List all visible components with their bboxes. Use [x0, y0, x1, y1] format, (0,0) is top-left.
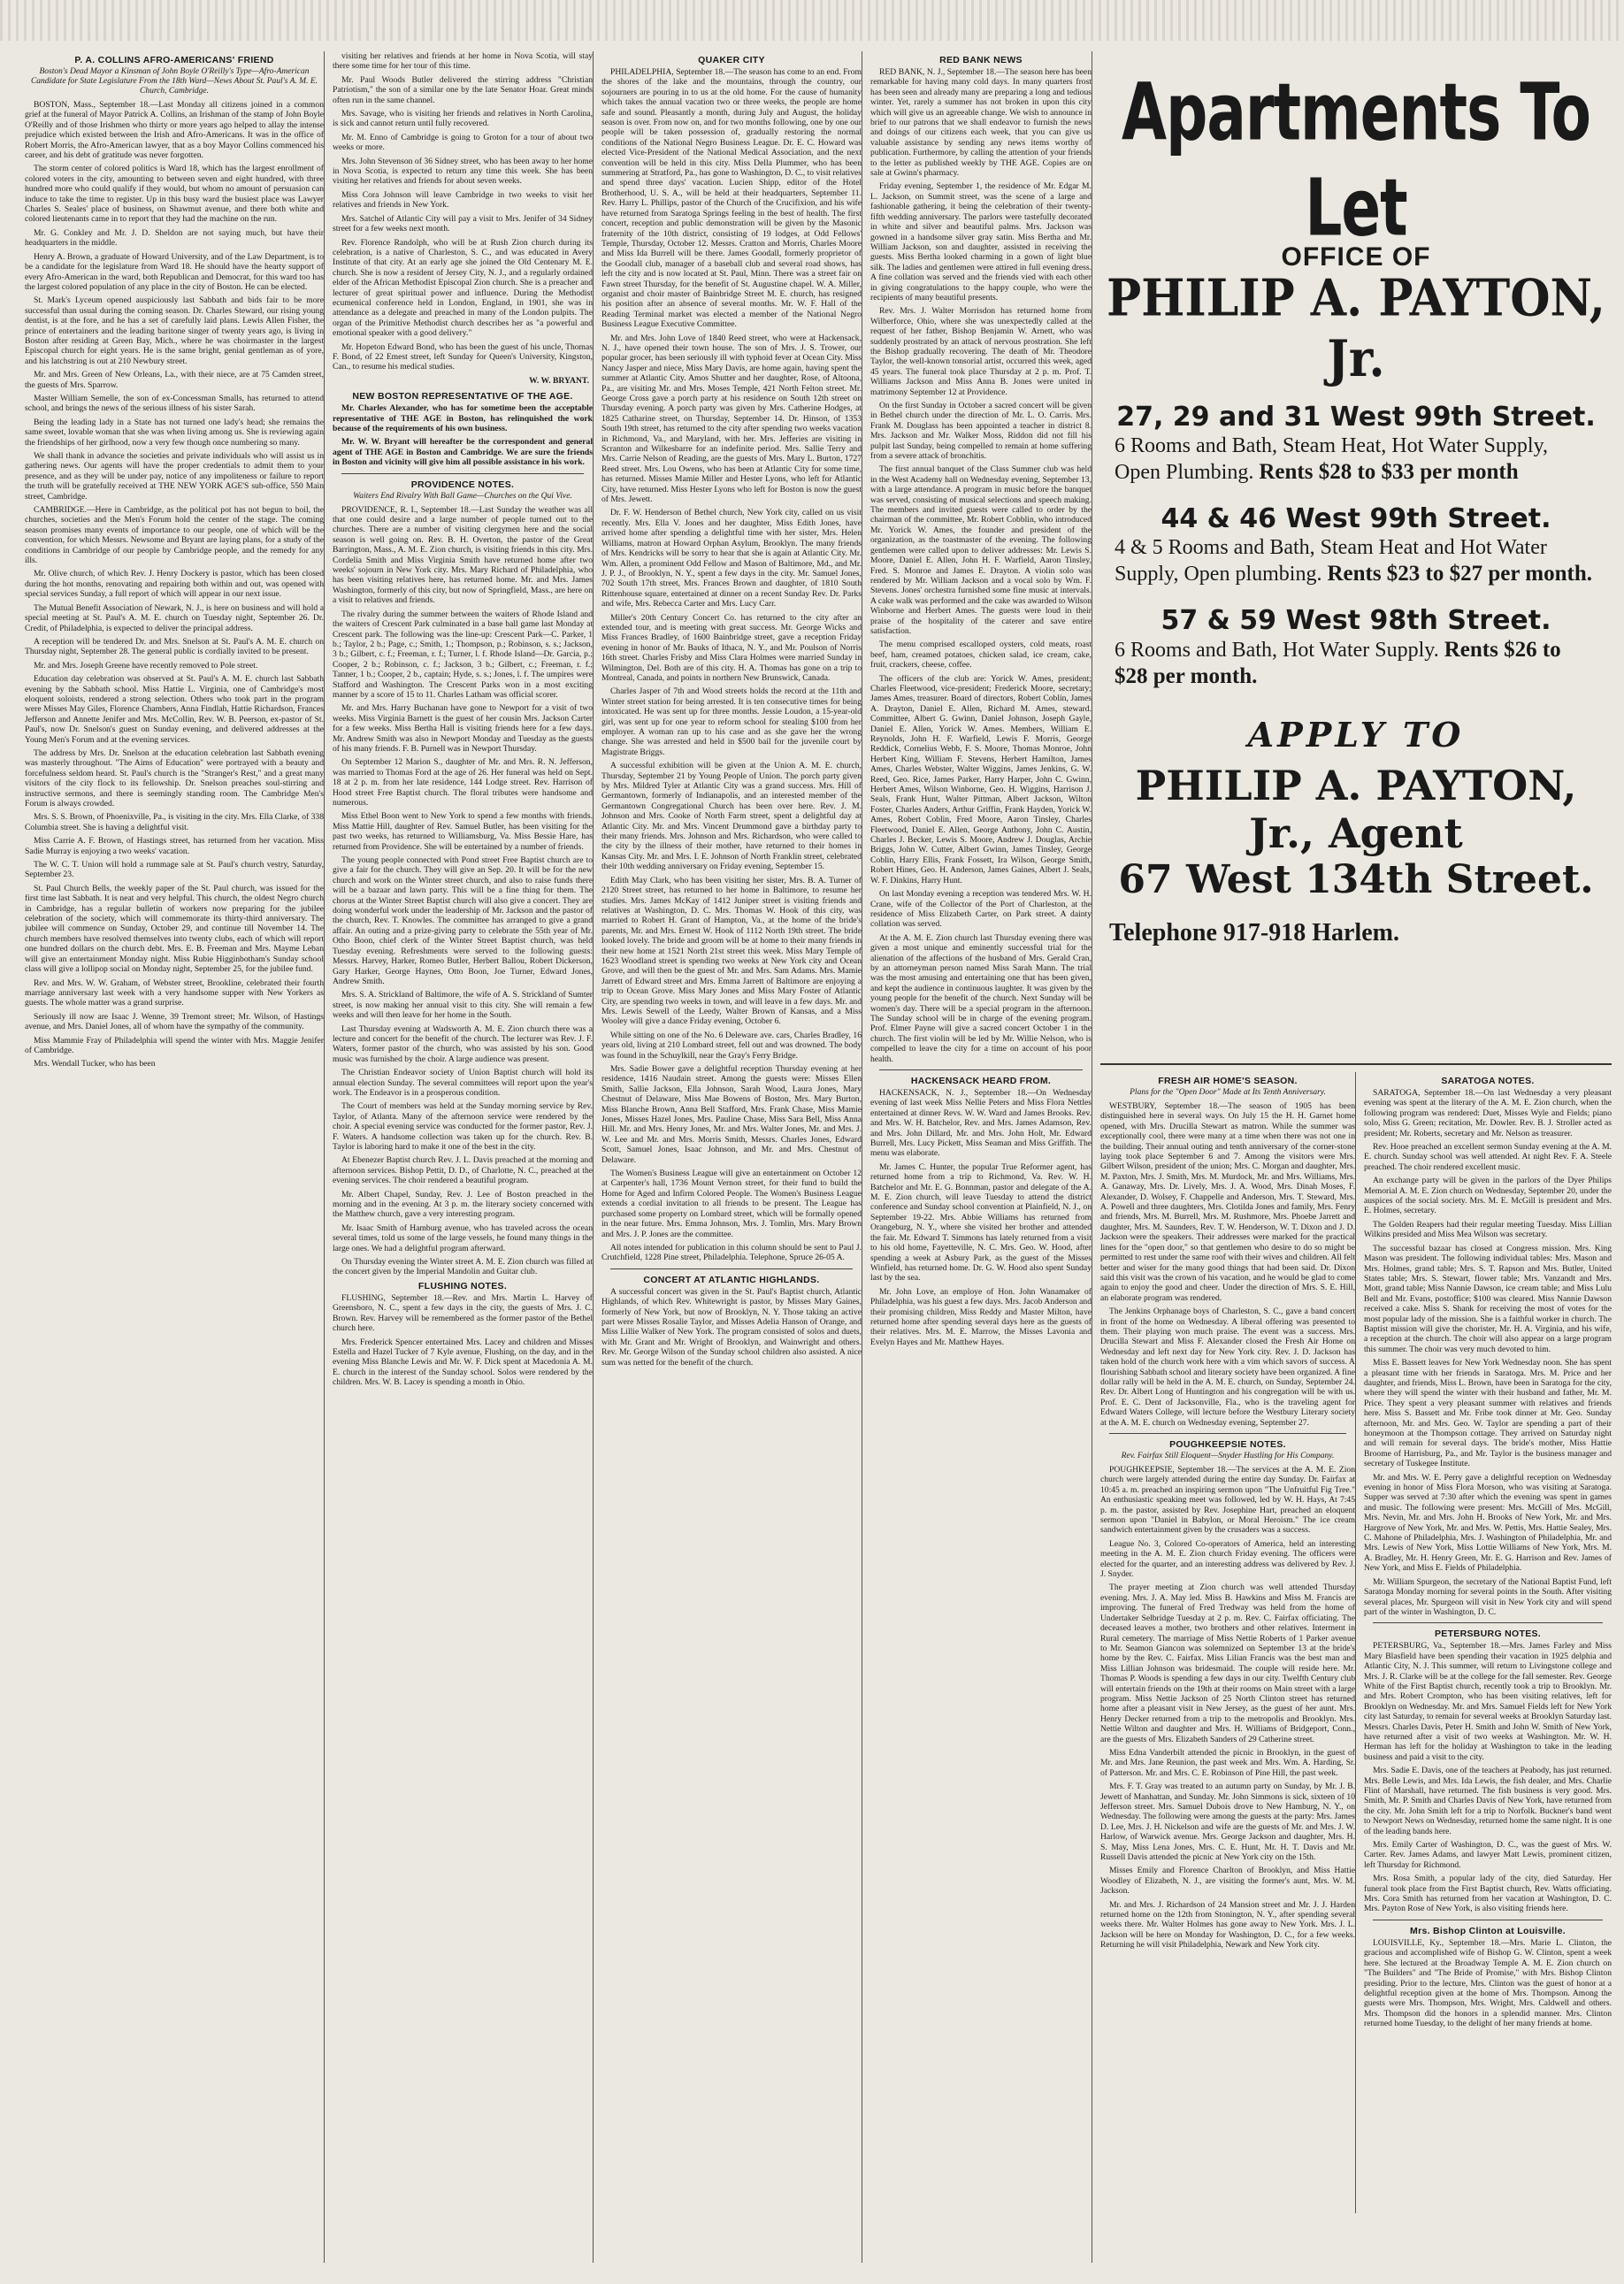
column-4 [870, 51, 1092, 2263]
ad-listing-address: 27, 29 and 31 West 99th Street. [1116, 402, 1596, 433]
paragraph: The Golden Reapers had their regular meeting Tuesday. Miss Lillian Wilkins presided and Miss Mea Wilson was secretary. [1364, 1219, 1612, 1240]
paragraph: Miss Carrie A. F. Brown, of Hastings street, has returned from her vacation. Miss Sadie Murray is enjoying a two weeks' vacation. [25, 836, 324, 856]
petersburg-headline: PETERSBURG NOTES. [1434, 1629, 1542, 1640]
ad-listing-rent: Rents $23 to $27 per month. [1327, 562, 1592, 586]
poughkeepsie-headline: POUGHKEEPSIE NOTES. [1169, 1439, 1286, 1450]
column-5 [1100, 1072, 1356, 2213]
paragraph: WESTBURY, September 18.—The season of 1905 has been distinguished here in several ways. On July 15 the H. H. Garnet home opened, with Mrs. Drucilla Stewart as matron. While the summer was exceptionally cool, there were many at a time when there was not one in the building. Their annual outing and tenth anniversary of the corner-stone laying took place September 6 and 7. Among the visitors were Mrs. Gilbert Wilson, president of the union; Mrs. C. Morgan and daughter, Mrs. M. Paxton, Mrs. J. Smith, Mrs. M. Murdock, Mr. and Mrs. Williams, Mrs. A. Ganaway, Mrs. Dr. Lively, Mrs. J. A. Wood, Mrs. Dinah Moses, F. Alexander, D. Wolsey, F. Chappelle and Anderson, Mrs. T. Steward, Mrs. A. Powell and three daughters, Mrs. Clotilda Jones and family, Mrs. Fenry and friends, Mrs. M. Burrell, Mrs. M. Rushmore, Mrs. Phoebe Jarrett and daughter, Mrs. M. Saunders, Rev. T. W. Henderson, W. T. Dixon and J. D. Jackson were the speakers. Their addresses were marked for the practical lines for the "open door," so that gentlemen who desire to do so might be permitted to rest under the same roof with their wives and children. All felt better and wiser for the many good things that had been said. Dr. Dixon said this visit was the crown of his vacation, and he would be glad to come again to enjoy the good and cheer. Under the direction of Mrs. S. E. Hill, an elaborate program was rendered. [1100, 1101, 1355, 1303]
article-headline: FRESH AIR HOME'S SEASON. [1158, 1076, 1298, 1086]
paragraph: Mr. and Mrs. Joseph Greene have recently removed to Pole street. [34, 660, 258, 671]
paragraph: Mrs. Emily Carter of Washington, D. C., was the guest of Mrs. W. Carter. Rev. James Adams, and lawyer Matt Lewis, prominent citizen, left Thursday for Richmond. [1364, 1840, 1612, 1870]
ad-listing [1100, 503, 1612, 587]
providence-body [333, 505, 593, 1277]
paragraph: Being the leading lady in a State has not turned one lady's head; she remains the same sweet, lovable woman that she was when living among us. She is reviewing again the friendships of her girlhood, now a very few though once numbering so many. [25, 417, 324, 448]
poughkeepsie-subheadline: Rev. Fairfax Still Eloquent—Snyder Hustling for His Company. [1121, 1452, 1335, 1460]
paragraph: Charles Jasper of 7th and Wood streets holds the record at the 11th and Winter street station for being arrested. It is ten consecutive times for being intoxicated. He was sent up for three months. Jessie Loudon, a 15-year-old girl, was sent up for one year to reform school for stealing $100 from her employer. A woman ran up to his case and as she gave her the wrong change. She was arrested and held in $500 bail for the juvenile court by Magistrate Briggs. [601, 686, 862, 757]
paragraph: The Women's Business League will give an entertainment on October 12 at Carpenter's hall, 1736 Mount Vernon street, for their fund to build the Home for Aged and Infirm Colored People. The Women's Business League extends a cordial invitation to all friends to be present. The League has purchased some property on Lombard street, which will be formally opened in the near future. Mrs. Emma Johnson, Mrs. J. Tomlin, Mrs. Mary Brown and Mrs. J. P. Jones are the committee. [601, 1169, 862, 1239]
paragraph: PROVIDENCE, R. I., September 18.—Last Sunday the weather was all that one could desire and a large number of people turned out to the churches. There are a number of visiting clergymen here and the social season is well going on. Rev. B. H. Overton, the pastor of the Great Barrington, Mass., A. M. E. Zion church, is visiting friends in this city. Mrs. Cordelia Smith and Miss Virginia Smith have returned home after two weeks' sojourn in New York city. Mrs. Mary Richard of Philadelphia, who has been visiting relatives here, has returned home. Mr. and Mrs. James Washington, formerly of this city, but now of Springfield, Mass., are here on a visit to relatives and friends. [333, 504, 593, 606]
ad-apply-label: APPLY TO [1247, 715, 1465, 755]
article-signature: W. W. BRYANT. [529, 375, 589, 386]
ad-office-label: OFFICE OF [1281, 242, 1431, 272]
divider [341, 473, 584, 474]
paragraph: Mr. M. Enno of Cambridge is going to Groton for a tour of about two weeks or more. [333, 132, 593, 153]
paragraph: Rev. Florence Randolph, who will be at Rush Zion church during its celebration, is a native of Charleston, S. C., and was educated in Avery Institute of that city. At an early age she joined the Old Centenary M. E. church. She is now a resident of Jersey City, N. J., and a regularly ordained elder of the African Methodist Episcopal Zion church. She is a preacher and lecturer of great spiritual power and influence. During the Methodist ecumenical conference held in London, England, in 1901, she was in attendance as a delegate and preached in many of the London pulpits. The organ of the Primitive Methodist church describes her as "a powerful and emotional speaker with a good delivery." [333, 237, 593, 339]
article-subheadline: Plans for the "Open Door" Made at Its Tenth Anniversary. [1130, 1088, 1326, 1097]
paragraph: Mrs. S. S. Brown, of Phoenixville, Pa., is visiting in the city. Mrs. Ella Clarke, of 338 Columbia street. She is having a delightful visit. [25, 812, 324, 832]
paragraph: The menu comprised escalloped oysters, cold meats, roast beef, ham, creamed potatoes, chicken salad, ice cream, cake, fruit, crackers, cheese, coffee. [870, 640, 1092, 671]
paragraph: The prayer meeting at Zion church was well attended Thursday evening. Mrs. J. A. May led. Miss B. Hawkins and Miss M. Francis are improving. The funeral of Fred Tredway was held from the home of Undertaker Selbridge Tuesday at 2 p. m. Rev. C. Fairfax officiating. The deceased leaves a mother, two brothers and other relatives. Interment in Rural cemetery. The marriage of Miss Nettie Roberts of 1 Parker avenue to Mr. Seamon Giancon was solemnized on September 13 at the bride's home by the Rev. C. Fairfax. Miss Lilian Francis was the best man and Miss Lillian Johnson was bridesmaid. The couple will reside here. Mr. Thomas P. Woods is spending a few days in our city. Twelfth Century club will entertain friends on the 19th at their rooms on Main street with a large program. Miss Nettie Jackson of 25 North Clinton street has returned home after a pleasant visit in New Jersey, as the guest of her aunt. Mrs. Henry Decker returned from a trip to the metropolis and Brooklyn. Mrs. Nettie Wilton and daughter and Mrs. H. Williams of Bridgeport, Conn., are the guests of Mrs. Elizabeth Sanders of 29 Catherine street. [1100, 1583, 1355, 1744]
paragraph: Mrs. Savage, who is visiting her friends and relatives in North Carolina, is sick and cannot return until fully recovered. [333, 109, 593, 129]
paragraph: Mr. James C. Hunter, the popular True Reformer agent, has returned home from a trip to Richmond, Va. Rev. W. H. Batchelor and Mr. E. G. Bonnman, pastor and delegate of the A. M. E. Zion church, will leave Tuesday to attend the district conference and Sunday school convention at Plainfield, N. J., on September 19-22. Mrs. Abbie Williams has returned from Orangeburg, N. Y., where she visited her brother and attended the fair. Mr. Edward T. Simmons has lately returned from a visit to his old home, Fayetteville, N. C. Mrs. Geo. W. Hood, after spending a week at Asbury Park, as the guest of the Misses Winfield, has returned home. Dr. G. W. Hood also spent Sunday last by the sea. [870, 1161, 1092, 1284]
paragraph: Mrs. Rosa Smith, a popular lady of the city, died Saturday. Her funeral took place from the First Baptist church, Rev. Watts officiating. Mrs. Cora Smith has returned from her vacation at Washington, D. C. Mrs. Payton Rose of New York, is also visiting friends here. [1364, 1874, 1612, 1914]
paragraph: On the first Sunday in October a sacred concert will be given in Bethel church under the direction of Mr. L. O. Carris. Mrs. Frank M. Douglass has been appointed a teacher in district 8. Mrs. Jackson and Mr. Walker Moss, Riddon did not fill his pulpit last Sunday, being compelled to remain at home suffering from a severe attack of bronchitis. [870, 401, 1092, 462]
paragraph: HACKENSACK, N. J., September 18.—On Wednesday evening of last week Miss Nellie Peters and Miss Flora Nettles entertained at dinner Revs. W. W. Ward and James Brooks. Rev. and Mrs. W. H. Batchelor, Rev. and Mrs. James Adamson, Rev. and Mrs. John Dillard, Mr. and Mrs. John Holt, Mr. Edward Burrell, Mrs. Lucy Pickett, Miss Seaman and Miss Griffith. The menu was elaborate. [870, 1088, 1092, 1159]
notice-headline: NEW BOSTON REPRESENTATIVE OF THE AGE. [352, 391, 573, 402]
paragraph: LOUISVILLE, Ky., September 18.—Mrs. Marie L. Clinton, the gracious and accomplished wife of Bishop G. W. Clinton, spent a week here. She lectured at the Broadway Temple A. M. E. Zion church on "The Builders" and "The Bride of Promise," with Mrs. Bishop Clinton presiding. Prior to the lecture, Mrs. Clinton was the guest of honor at a delightful reception given at the home of Mrs. Thompson. Among the guests were Mrs. Thompson, Mrs. Wright, Mrs. Caldwell and others. Mrs. Thompson did the honors in a splendid manner. Mrs. Clinton returned home Tuesday, to the delight of her many friends at home. [1364, 1937, 1612, 2029]
ad-listing-rent: Rents $28 to $33 per month [1259, 460, 1519, 484]
ad-title: Apartments To Let [1122, 66, 1590, 255]
ad-listing-details: 6 Rooms and Bath, Steam Heat, Hot Water Supply, Open Plumbing. Rents $28 to $33 per month [1115, 434, 1549, 484]
paragraph: Rev. and Mrs. W. W. Graham, of Webster street, Brookline, celebrated their fourth marriage anniversary last week with a very handsome supper with New Yorkers as guests. The whole matter was a grand surprise. [25, 977, 324, 1008]
paragraph: PHILADELPHIA, September 18.—The season has come to an end. From the shores of the lake and the mountains, through the country, our sojourners are pouring in to us at the old home. For the cause of humanity which takes the annual vacation two or three weeks, the people are home safe and sound. Pleasantly a month, during July and August, the holiday season is over. From now on, and for two months following, one by one our people will be taken possession of, gradually restoring the normal conditions of the National Negro Business League. Dr. E. C. Howard was elected Vice-President of the National Medical Association, and the next convention will be held in this city. Miss Della Plummer, who has been summering at Stratford, Pa., has gone to Washington, D. C., to visit relatives and spend three days' vacation. Lucien Shipp, editor of the Hotel Brotherhood, U. S. A., will be held at their headquarters, September 11. Rev. Harry L. Phillips, pastor of the Church of the Crucifixion, and his wife have returned from Saratoga Springs feeling in the best of health. The first concert, reception and public demonstration will be given by the Masonic fraternity of the 10th district, consisting of 19 lodges, at Odd Fellows' Temple, Thursday, October 12. Messrs. Cratton and Morris, Charles Moore and Miss Ida Burrell will be there. James Goodall, formerly proprietor of the Goodall club, manager of a baseball club and several road shows, has left the city and is now located at St. Paul, Minn. There was a street fair on Fawn street Thursday, for the benefit of St. Augustine chapel. W. A. Miller, organist and choir master of Bainbridge Street M. E. church, has resigned his position after an absence of several months. Mr. W. F. Hall of the Reading Terminal market was elected a member of the National Negro Business League Executive Committee. [601, 67, 862, 330]
paragraph: Mr. W. W. Bryant will hereafter be the correspondent and general agent of THE AGE in Boston and Cambridge. We are sure the friends in Boston and vicinity will give him all possible assistance in his work. [333, 437, 593, 468]
article-body [333, 51, 593, 372]
paragraph: St. Paul Church Bells, the weekly paper of the St. Paul church, was issued for the first time last Sabbath. It is neat and very helpful. This church, the oldest Negro church in Cambridge, has a regular bulletin of workers now preparing for the jubilee celebration of the society, which will commemorate its thirty-third anniversary. The jubilee will commence on Sunday, October 29, and continue till November 14. The church members have resolved themselves into twenty clubs, each of which will report one hundred dollars on the church debt. Mrs. E. B. Freeman and Mrs. Mayme Leban will give an entertainment Monday night. Miss Rubie Higginbotham's Sunday school class will give a lollipop social on Monday night, September 25, for the jubilee fund. [25, 883, 324, 975]
article-headline: RED BANK NEWS [939, 55, 1023, 65]
paragraph: Mr. G. Conkley and Mr. J. D. Sheldon are not saying much, but have their headquarters in the middle. [25, 227, 324, 249]
paragraph: St. Mark's Lyceum opened auspiciously last Sabbath and bids fair to be more successful than usual during the coming season. Dr. Charles Steward, our rising young dentist, is at the fore, and he has a set of carefully laid plans. Lewis Allen Fisher, the prince of entertainers and the leading baritone singer of twenty years ago, is living in Boston after residing at Green Bay, Mich., where he was choirmaster in the largest Episcopal church for eight years. He is the same bright, genial gentleman as of yore, and his latchstring is out at 210 Newbury street. [25, 295, 324, 366]
paragraph: We shall thank in advance the societies and private individuals who will assist us in gathering news. Our agents will have the proper credentials to admit them to your presence, and as they will be under pay, notice of any impoliteness or failure to report the truth will be gratefully received at THE NEW YORK AGE'S sub-office, 550 Main street, Cambridge. [25, 451, 324, 502]
paragraph: SARATOGA, September 18.—On last Wednesday a very pleasant evening was spent at the literary of the A. M. E. Zion church, when the following program was rendered: Duet, Misses Wyle and Fields; piano solo, Miss G. Green; recitation, Mr. Dowler. Rev. B. J. Stroller acted as president; Mr. Roberts, secretary and Mr. Nelson as treasurer. [1364, 1088, 1612, 1138]
paragraph: Mrs. Wendall Tucker, who has been [34, 1059, 156, 1069]
paragraph: League No. 3, Colored Co-operators of America, held an interesting meeting in the A. M. E. Zion church Friday evening. The officers were elected for the quarter, and an interesting address was delivered by Rev. J. J. Snyder. [1100, 1538, 1355, 1580]
article-body [1364, 1088, 1612, 1617]
paragraph: Miss Mammie Fray of Philadelphia will spend the winter with Mrs. Maggie Jenifer of Cambridge. [25, 1035, 324, 1055]
paragraph: Mr. and Mrs. John Love of 1840 Reed street, who were at Hackensack, N. J., have opened their town house. The son of Mrs. J. S. Trower, our popular grocer, has been seriously ill with typhoid fever at Ocean City. Miss Nancy Jasper and niece, Miss Mary Davis, are home again, having spent the summer at Atlantic City. Amos Shutter and her daughter, Rose, of Altoona, Pa., are visiting Mr. and Mrs. Moses Temple, 421 North Felton street. Mr. George Cross gave a porch party at his residence on South 12th street on Thursday evening. A porch party was given by Mrs. Catherine Hodges, at 1825 Catharine street, on Thursday, September 14. Dr. Hinson, of 1353 South 19th street, has returned to the city after spending two weeks vacation in Richmond, Va., and Maryland, with her. Mrs. Jefferies are visiting in Scranton and Wilkesbarre for an indefinite period. Mrs. Sallie Terry and Mrs. Carrie Nelson of Reading, are the guests of Mrs. Mary L. Burton, 1727 Reed street. Mrs. Lou Owens, who has been at Atlantic City for some time, has returned. Misses Mamie Miller and Hester Lyons, who left for Atlantic City, have returned. Miss Hester Lyons who left for Boston is now the guest of Mrs. Jewett. [601, 333, 862, 505]
louisville-body [1364, 1938, 1612, 2029]
paragraph: The young people connected with Pond street Free Baptist church are to give a fair for the church. They will give an Sep. 20. It will be for the new church and work on the Winter street church, and also to raise funds there will be a bazaar and lawn party. This will be a fine thing for them. The chorus at the Winter Street Baptist church will also give a concert. They are doing wonderful work under the leadership of Mr. Jackson and the pastor of the church, Rev. T. Knowles. The committee has arranged to give a grand affair. An outing and a prize-giving party to celebrate the 55th year of Mr. Otho Boon, chief clerk of the Winter Street Baptist church, was held Tuesday evening. Refreshments were served to the following guests: Messrs. Harvey, Harker, Romeo Butler, Herbert Ballou, Robert Dickerson, Gary Harker, George Haynes, Otto Boon, Joe Turner, Edward Jones, Andrew Smith. [333, 855, 593, 986]
paragraph: Mrs. Satchel of Atlantic City will pay a visit to Mrs. Jenifer of 34 Sidney street for a few weeks next month. [333, 213, 593, 234]
paragraph: A reception will be tendered Dr. and Mrs. Snelson at St. Paul's A. M. E. church on Thursday night, September 28. The general public is cordially invited to be present. [25, 636, 324, 657]
paragraph: Master William Semelle, the son of ex-Concessman Smalls, has returned to attend school, and brings the news of the serious illness of his sister Sarah. [25, 393, 324, 414]
paragraph: CAMBRIDGE.—Here in Cambridge, as the political pot has not begun to boil, the churches, societies and the Men's Forum hold the center of the stage. The coming season promises many events of importance to our people, one of which will be the convention, for which Messrs. Newsome and Bryant are laying plans, for a study of the conditions in Cambridge of our people by Cambridge people, and the remedy for any ills. [25, 505, 324, 566]
article-body [601, 67, 862, 1263]
paragraph: The storm center of colored politics is Ward 18, which has the largest enrollment of colored voters in the city, amounting to between seven and eight hundred, with three hundred more who could qualify if they would, but whom no amount of persuasion can induce to take the time to register. Up in this busy ward the busiest place was Lawyer Charles S. Seales' place of business, on Shawmut avenue, and there both white and colored lieutenants came in to report that they had the machine on the run. [25, 164, 324, 225]
ad-listing-details: 6 Rooms and Bath, Hot Water Supply. Rents $26 to $28 per month. [1115, 638, 1561, 688]
article-subheadline: Boston's Dead Mayor a Kinsman of John Boyle O'Reilly's Type—Afro-American Candidate for State Legislature From the 18th Ward—News About St. Paul's A. M. E. Church, Cambridge. [30, 67, 318, 96]
paragraph: Miss Edna Vanderbilt attended the picnic in Brooklyn, in the guest of Mr. and Mrs. Jane Reunion, the past week and Mrs. Wm. A. Harding, Sr. of Patterson. Mr. and Mrs. C. E. Robinson of Pine Hill, the past week. [1100, 1747, 1355, 1778]
concert-headline: CONCERT AT ATLANTIC HIGHLANDS. [643, 1274, 820, 1285]
flushing-headline: FLUSHING NOTES. [417, 1280, 508, 1291]
ad-agent-name: PHILIP A. PAYTON, Jr., Agent [1135, 762, 1577, 857]
paragraph: Mr. Hopeton Edward Bond, who has been the guest of his uncle, Thomas F. Bond, of 22 Emest street, left Sunday for Queen's University, Kingston, Can., to resume his medical studies. [333, 341, 593, 372]
paragraph: Mr. and Mrs. Harry Buchanan have gone to Newport for a visit of two weeks. Miss Virginia Barnett is the guest of her cousin Mrs. Jackson Carter for a few weeks. Miss Bertha Hall is visiting friends here for a few days. Mr. Andrew Smith was also in Newport Monday and Tuesday as the guests of his many friends. F. B. Purnell was in Newport Thursday. [333, 703, 593, 754]
ad-listing-details: 4 & 5 Rooms and Bath, Steam Heat and Hot Water Supply, Open plumbing. Rents $23 to $27 per month. [1115, 536, 1592, 586]
paragraph: PETERSBURG, Va., September 18.—Mrs. James Farley and Miss Mary Blasfield have been spending their vacation in 1925 delphia and Atlantic City, N. J. This summer, will return to Livingstone college and Mrs. J. R. Clarke will be at the college for the fall semester. Rev. George White of the First Baptist church, recently took a trip to Brooklyn. Mr. and Mrs. Robert Crompton, who has been visiting relatives, left for Brooklyn on Wednesday. Mr. and Mrs. Samuel Fields left for New York city last Saturday, to remain for several weeks at Brooklyn Saturday last. Messrs. Charles Davis, Peter H. Smith and John W. Smith of New York, have returned after a visit of two weeks at Washington. Mr. W. H. Herman has left for the holiday at Washington to take in the leading business and paid a visit to the city. [1364, 1641, 1612, 1762]
paragraph: Friday evening, September 1, the residence of Mr. Edgar M. L. Jackson, on Summit street, was the scene of a large and fashionable gathering, it being the celebration of their twenty-fifth wedding anniversary. The parlors were tastefully decorated in white and silver and beautiful palms. Mrs. Jackson was gowned in a handsome silver gray satin. Miss Bertha and Mr. William Jackson, son and daughter, assisted in receiving the guests. Miss Bertha looked charming in a gown of light blue silk. The ladies and gentlemen were attired in full evening dress. A fine collation was served and the friends vied with each other in giving congratulations to the happy couple, who were the recipients of many beautiful presents. [870, 181, 1092, 303]
paragraph: Mr. John Love, an employe of Hon. John Wanamaker of Philadelphia, was his guest a few days. Mrs. Jacob Anderson and their promising children, Miss Reddy and Master Milton, have returned home after spending several days here as the guests of their relatives. Mrs. M. E. Marrow, the Misses Lavonia and Evelyn Hayes and Mr. Matthew Hayes. [870, 1286, 1092, 1347]
paragraph: All notes intended for publication in this column should be sent to Paul J. Crutchfield, 1228 Pine street, Philadelphia. Telephone, Spruce 26-05 A. [601, 1242, 862, 1263]
paragraph: Education day celebration was observed at St. Paul's A. M. E. church last Sabbath evening by the Sabbath school. Miss Hattie L. Virginia, one of Cambridge's most eloquent soloists, rendered a strong selection. Others who took part in the program were Misses May Giles, Florence Chambers, Anna Findlah, Hattie Richardson, Frances Jefferson and Annette Jenifer and Mrs. McCollin, Rev. W. B. Peerson, ex-pastor of St. Paul's, now Dr. Snelson's guest on Sunday evening, and delivered addresses at the Young Men's Forum and at the evening services. [25, 674, 324, 745]
paragraph: Mr. and Mrs. Green of New Orleans, La., with their niece, are at 75 Camden street, the guests of Mrs. Sparrow. [25, 370, 324, 390]
paragraph: Miss E. Bassett leaves for New York Wednesday noon. She has spent a pleasant time with her friends in Saratoga. Mrs. M. Price and her daughter, and friends, Miss L. Brown, have been in Saratoga for the city, where they will spend the winter with their husband and father, Mr. M. Price. They spent a very pleasant summer with relatives and friends here. Miss S. Bassett and Mr. Fribe took dinner at Mr. Geo. Sunday afternoon, Mr. and Mrs. Geo. W. Taylor are spending a part of their honeymoon at the Thompson cottage. They arrived on Saturday night and will remain for several days. The bride's mother, Miss Hattie Broome of Harrisburg, Pa., and Mr. Taylor is the business manager and secretary of Tuskegee Institute. [1364, 1358, 1612, 1469]
paragraph: At the A. M. E. Zion church last Thursday evening there was given a most unique and eminently successful trial for the alienation of the affections of the husband of Mrs. Gerald Cran, by an attorneyman person named Miss Sarah Mann. The trial was the most amusing and entertaining one that has been given, and kept the audience in continuous laughter. It was given by the young people for the benefit of the church. Next Sunday will be women's day. There will be a special program in the afternoon. The Sunday school will be in charge of the evening program. Prof. Elmer Payne will give a sacred concert October 1 in the church. The first violin will be led by Mr. Willie Nelson, who is compelled to leave the city for a time on account of his poor health. [870, 932, 1092, 1064]
paragraph: The Court of members was held at the Sunday morning service by Rev. Taylor, of Atlanta. Many of the afternoon service were rendered by the choir. A special evening service was conducted for the former pastor, Rev. J. F. Waters. A handsome collection was taken up for the church. Rev. B. Taylor is laboring hard to make it one of the best in the city. [333, 1101, 593, 1152]
paragraph: A successful exhibition will be given at the Union A. M. E. church, Thursday, September 21 by Young People of Union. The porch party given by Mrs. Mildred Tyler at Atlantic City was a grand success. Mrs. Hill of Germantown, formerly of Indianapolis, and an interested member of the Germantown Congregational Church has been over here. Rev. J. M. Johnson and Mrs. Cooke of North Farm street, spent a delightful day at Atlantic City. Mr. and Mrs. Vincent Drummond gave a birthday party to their many friends. Mrs. Johnson and Mrs. Richardson, who were called to the city by the illness of their mother, have returned to their homes in Kansas City. Mr. and Mrs. I. E. Johnson of North Franklin street, celebrated their 10th wedding anniversary on Friday evening, September 15. [601, 761, 862, 872]
paragraph: Mrs. F. T. Gray was treated to an autumn party on Sunday, by Mr. J. B. Jewett of Manhattan, and Sunday. Mr. John Simmons is sick, sixteen of 10 Jefferson street. Mrs. Samuel Dubois drove to New Hamburg, N. Y., on Wednesday. The following were among the guests at the party: Mrs. James D. Lee, Mrs. J. H. Nickelson and wife are the guests of Mr. and Mrs. J. W. Harlow, of Warwick avenue. Mrs. George Jackson and daughter, Mrs. H. S. May, Miss Lena Jones, Mrs. C. E. Hunt, Mr. H. T. Davis and Mr. Russell Davis attended the picnic at New York city on the 15th. [1100, 1782, 1355, 1863]
paragraph: Miss Ethel Boon went to New York to spend a few months with friends. Miss Mattie Hill, daughter of Rev. Samuel Butler, has been visiting for the past two weeks, has returned to Williamsburg, Va. Miss Bessie Hare, has returned from Providence. She will be entertained by a number of friends. [333, 811, 593, 852]
article-headline: QUAKER CITY [698, 55, 765, 65]
providence-subheadline: Waiters End Rivalry With Ball Game—Churches on the Qui Vive. [353, 491, 572, 501]
paragraph: Miller's 20th Century Concert Co. has returned to the city after an extended tour, and is meeting with great success. Mr. George Wicks and Miss Frances Bradley, of 1600 Bainbridge street, gave a reception Friday evening in honor of Mr. Bauks of Ithaca, N. Y., and Mr. Poulson of Norris 16th street. Charles Frisby and Miss Clara Holmes were married Sunday in Wilmington, Del. Both are of this city. H. A. Thomas has gone on a trip to Montreal, Canada, and points in northern New Brunswick, Canada. [601, 612, 862, 683]
paragraph: Mrs. Sadie E. Davis, one of the teachers at Peabody, has just returned. Mrs. Belle Lewis, and Mrs. Ida Lewis, the fish dealer, and Mrs. Charlie Flint of Marshall, have returned. The fish business is very good. Mrs. Smith, Mr. P. Smith and Charles Davis of New York, have returned from the city. Mr. John Smith left for a trip to Norfolk. Buckner's band went to Newport News on Wednesday, returned home the same night. It is one of the leading bands here. [1364, 1766, 1612, 1836]
paragraph: Mrs. Sadie Bower gave a delightful reception Thursday evening at her residence, 1416 Naudain street. Among the guests were: Misses Ellen Smith, Sallie Jackson, Ella Johnson, Sarah Wood, Laura Jones, Mary Chestnut of Delaware, Miss Mae Bowens of Boston, Mrs. Mary Burton, Miss Blanche Brown, Anna Bell Stafford, Mrs. Frank Chase, Miss Mamie Jones, Misses Hazel Jones, Mrs. Pauline Chase, Miss Sara Bell, Miss Anna Hill. Mr. and Mrs. Henry Jones, Mr. and Mrs. Walter Jones, Mr. and Mrs. J. W. Lee and Mr. and Mrs. Morris Smith, Messrs. Charles Jones, Edward Scott, Samuel Jones, Isaac Johnson, and Mr. and Mrs. Chestnut of Delaware. [601, 1064, 862, 1165]
article-body [25, 100, 324, 1069]
paragraph: Seriously ill now are Isaac J. Wenne, 39 Tremont street; Mr. Wilson, of Hastings avenue, and Mrs. Daniel Jones, all of whom have the sympathy of the community. [25, 1011, 324, 1032]
column-6 [1364, 1072, 1612, 2213]
divider [1373, 1622, 1603, 1623]
paragraph: The officers of the club are: Yorick W. Ames, president; Charles Fleetwood, vice-president; Frederick Moore, secretary; James Ames, treasurer. Board of directors, Robert Coblin, James A. Drayton, Daniel E. Allen, Richard M. Ames, steward. Committee, Albert G. Gwinn, Daniel Johnson, Joseph Gayle, Daniel E. Allen, Yorick W. Ames. Members, William E. Reynolds, John H. F. Warfield, Lewis F. Morris, George Reddick, Cornelius Webb, F. S. Moore, Thomas Monroe, John Herbert King, William F. Stevens, Herbert Hamilton, James Ames, Charles Webster, Walter Wiggins, James Jenkins, G. W. Reed, Geo. Rice, James Parker, Harry Harper, John C. Gwinn, Herbert Ames, Wilson Winborne, Geo. H. Wiggins, Harrison J. Seals, Frank Hunt, Walter Pittman, Albert Jackson, Wilton Foster, Charles Anders, Arthur Griffin, Frank Hayden, Yorick W. Ames, Robert Coblin, Fred Moore, Aaron Tinsley, Charles Fleetwood, Daniel E. Allen, George Anthony, John C. Austin, Charles J. Becker, Lewis S. Moore, Andrew J. Douglas, Archie Briggs, John W. Cutter, Albert Gwinn, James Tinsley, George Coblin, Harry Ellis, Frank Fossett, Ira Wilson, George Smith, Robert Hines, Geo. H. Anderson, James Gaines, Albert J. Seals, W. F. Dinkins, Harry Hunt. [870, 673, 1092, 885]
paragraph: The address by Mrs. Dr. Snelson at the education celebration last Sabbath evening was masterly throughout. "The Aims of Education" were portrayed with a beauty and forcefulness seldom heard. St. Paul's church is the "Stranger's Rest," and a great many visitors of the city flock to its fellowship. Dr. Snelson preaches soul-stirring and instructive sermons, and there is seemingly standing room. The Cambridge Men's Forum is always crowded. [25, 747, 324, 809]
paragraph: The W. C. T. Union will hold a rummage sale at St. Paul's church vestry, Saturday, September 23. [25, 860, 324, 880]
paragraph: The rivalry during the summer between the waiters of Rhode Island and the waiters of Crescent Park culminated in a base ball game last Monday at Crescent park. The following was the line-up: Crescent Park—C. Parker, 1 b.; Taylor, 2 b.; Page, c.; Smith, 1.; Thompson, p.; Robinson, s. s.; Jackson, 3 b.; Gilbert, c. f.; Freeman, r. f.; Turner, l. f. Rhode Island—Dr. Garcia, p.; Cooper, 2 b.; Robinson, c. f.; Jackson, 3 b.; Gilbert, c.; Freeman, r. f.; Tanner, 1 b.; Cooper, 2 b., captain; Hyde, s. s.; Jones, l. f. The umpires were Stafford and Washington. The Crescent Parks won in a most exciting manner by a score of 15 to 11. Charles Latham was official scorer. [333, 609, 593, 700]
ad-telephone: Telephone 917-918 Harlem. [1109, 919, 1399, 947]
hackensack-headline: HACKENSACK HEARD FROM. [910, 1076, 1052, 1086]
article-body [870, 67, 1092, 1064]
paragraph: The first annual banquet of the Class Summer club was held in the West Academy hall on Wednesday evening, September 13, with a large attendance. A program in music before the banquet was served, consisting of musical selections and speech making. The members and invited guests were called to order by the chairman of the committee, Mr. Robert Cobblin, who introduced Mr. Yorick W. Ames, the founder and president of the organization, as the toastmaster of the evening. The following gentlemen were called upon to deliver addresses: Mr. Lewis S. Moore, Daniel E. Allen, John H. F. Warfield, Aaron Tinsley, Fred. S. Monroe and James E. Drayton. A violin solo was rendered by Mr. William Jackson and a vocal solo by Wm. F. Stevens. Jones' orchestra furnished some fine music at intervals. A cake walk was performed and the cake was awarded to Wilson Winborne and Herbert Ames. The guests were loud in their praise of the hospitality of the caterer and save entire satisfaction. [870, 464, 1092, 636]
paragraph: Mrs. Frederick Spencer entertained Mrs. Lacey and children and Misses Estella and Hazel Tucker of 7 Kyle avenue, Flushing, on the day, and in the evening Miss Blanche Lewis and Mr. W. F. Dick spent at Macedonia A. M. E. church in the interest of the Sunday school. Solos were rendered by the children. Mrs. W. B. Lacey is spending a month in Ohio. [333, 1337, 593, 1388]
paragraph: Mr. and Mrs. J. Richardson of 24 Mansion street and Mr. J. J. Harden returned home on the 12th from Stonington, N. Y., after spending several weeks there. Mr. Walter Holmes has gone away to New York. Mrs. J. L. Jackson will be here on Monday for Washington, D. C., for a few weeks. Returning he will visit Philadelphia, Newark and New York city. [1100, 1899, 1355, 1951]
paragraph: Edith May Clark, who has been visiting her sister, Mrs. B. A. Turner of 2120 Street street, has returned to her home in Baltimore, to resume her studies. Mrs. James McKay of 1412 Juniper street is visiting friends and relatives at Washington, D. C. Mrs. Thomas W. Hook of this city, was married to Robert H. Grant of Hampton, Va., at the home of the bride's parents, Mr. and Mrs. Ernest W. Hook of 1112 North 19th street. The bride looked lovely. The bride and groom will be at home to their many friends in their new home at 1521 North 21st street this week. Miss Mary Temple of 1623 Woodland street is spending two weeks at New York city and Ocean Grove, and will then be the guest of Mr. and Mrs. Sam Adams. Mrs. Mamie Jarrett of Edward street and Mrs. Emma Jarrett of Baltimore are enjoying a trip to Ocean Grove. Miss Mary Jones and Miss Mary Foster of Atlantic City, are spending two weeks in town, and will leave in a few days. Mr. and Mrs. Lewis Sewell of the Leedy, Walter Brown of Kansas, and a Miss Wooley will give a dance Friday evening, October 6. [601, 875, 862, 1027]
paragraph: Rev. Hooe preached an excellent sermon Sunday evening at the A. M. E. church. Sunday school was well attended. At night Rev. F. A. Steele preached. The choir rendered excellent music. [1364, 1142, 1612, 1172]
ad-listing-rent: Rents $26 to $28 per month. [1115, 638, 1561, 688]
paragraph: visiting her relatives and friends at her home in Nova Scotia, will stay there some time for her tour of this time. [333, 51, 593, 72]
paragraph: Miss Cora Johnson will leave Cambridge in two weeks to visit her relatives and friends in New York. [333, 189, 593, 211]
apartments-advertisement [1100, 46, 1612, 1065]
paragraph: An exchange party will be given in the parlors of the Dyer Philips Memorial A. M. E. Zion church on Wednesday, September 20, under the auspices of the social society. Mrs. M. E. McGill is president and Mrs. E. Holmes, secretary. [1364, 1176, 1612, 1216]
paragraph: The Mutual Benefit Association of Newark, N. J., is here on business and will hold a special meeting at St. Paul's A. M. E. church on Tuesday night, September 26. Dr. Credit, of Philadelphia, is expected to deliver the principal address. [25, 602, 324, 633]
paragraph: POUGHKEEPSIE, September 18.—The services at the A. M. E. Zion church were largely attended during the entire day Sunday. Dr. Fairfax at 10:45 a. m. preached an inspiring sermon upon "The Unfruitful Fig Tree." An enthusiastic speaking meet was followed, led by W. H. Hays, At 7:45 p. m. the pastor, assisted by Rev. Josephine Hart, preached an eloquent sermon upon "Daniel in Babylon, or Moral Heroism." The ice cream sandwich entertainment given by the crusaders was a success. [1100, 1465, 1355, 1536]
column-3 [601, 51, 862, 2263]
ad-listing [1100, 605, 1612, 690]
paragraph: The Christian Endeavor society of Union Baptist church will hold its annual election Sunday. The several committees will report upon the year's work. The Endeavor is in a prosperous condition. [333, 1068, 593, 1098]
paragraph: Mr. Albert Chapel, Sunday, Rev. J. Lee of Boston preached in the morning and in the evening. At 3 p. m. the literary society concerned with the Matthew church, gave a very interesting program. [333, 1189, 593, 1220]
paragraph: Mrs. S. A. Strickland of Baltimore, the wife of A. S. Strickland of Sumter street, is now making her annual visit to this city. She will remain a few weeks and will then leave for her home in the South. [333, 990, 593, 1021]
paragraph: Last Thursday evening at Wadsworth A. M. E. Zion church there was a lecture and concert for the benefit of the church. The lecturer was Rev. J. F. Waters, former pastor of the church, who was assisted by his son. Good music was furnished by the choir. A large audience was present. [333, 1023, 593, 1064]
paragraph: While sitting on one of the No. 6 Deleware ave. cars, Charles Bradley, 16 years old, living at 210 Lombard street, fell out and was drowned. The body was found in the Schuylkill, near the Gray's Ferry Bridge. [601, 1030, 862, 1061]
petersburg-body [1364, 1641, 1612, 1914]
ad-owner-name: PHILIP A. PAYTON, Jr. [1107, 268, 1605, 389]
paragraph: Mr. Isaac Smith of Hamburg avenue, who has traveled across the ocean several times, told us some of the large vessels, he found many things in the large ones. We had a delightful program afterward. [333, 1222, 593, 1253]
ad-listing-address: 44 & 46 West 99th Street. [1161, 503, 1551, 534]
divider [879, 1069, 1083, 1070]
paragraph: A successful concert was given in the St. Paul's Baptist church, Atlantic Highlands, of which Rev. Whitewright is pastor, by Misses Mary Gaines, formerly of New York, but now of Brooklyn, N. Y. Those taking an active part were Misses Rosalie Taylor, and Misses Adelia Hanson of Orange, and Miss Lillie Walker of New York. The program consisted of solos and duets, with Mr. Grant and Mr. Wright of Brooklyn, and Wainwright and others. Rev. Mr. George Wilson of the Sunday school children also assisted. A nice sum was netted for the benefit of the church. [601, 1286, 862, 1368]
divider [610, 1268, 853, 1269]
providence-headline: PROVIDENCE NOTES. [410, 479, 515, 490]
ad-listing-address: 57 & 59 West 98th Street. [1161, 605, 1551, 636]
paragraph: Henry A. Brown, a graduate of Howard University, and of the Law Department, is to be a candidate for the legislature from Ward 18. He should have the hearty support of every Afro-American in the ward, both Republican and Democrat, for this ward too has the largest colored population of any place in the city of Boston. He can be elected. [25, 251, 324, 292]
paragraph: Mr. Paul Woods Butler delivered the stirring address "Christian Patriotism," the son of a similar one by the late Senator Hoar. Great minds often run in the same channel. [333, 74, 593, 105]
paragraph: Dr. F. W. Henderson of Bethel church, New York city, called on us visit recently. Mrs. Ella V. Jones and her daughter, Miss Edith Jones, have arrived home after spending a delightful time with her sister, Mrs. Helen Williams, matron at Howard Orphan Asylum, Brooklyn. The many friends of Mrs. Kendricks will be sorry to hear that she is again at Atlantic City. Mr. Wm. Allen, a prominent Odd Fellow and Mason of Baltimore, Md., and Mr. J. P. J., of Brooklyn, N. Y., spent a few days in the city. Mr. Samuel Jones, 702 South 17th street, Mrs. Frances Brown and daughter, of 1810 South Rittenhouse square, entertained at dinner on a recent Sunday Rev. Dr. Parks and wife, Mrs. Rebecca Carter and Mrs. Lucy Carr. [601, 508, 862, 609]
paragraph: Rev. Mrs. J. Walter Morrisdon has returned home from Wilberforce, Ohio, where she was unexpectedly called at the request of her father, Bishop Benjamin W. Arnett, who was suddenly prostrated by an attack of nervous prostration. She left the Bishop gradually recovering. The death of Mr. Theodore Taylor, the well-known tonsorial artist, occurred this week, aged 45 years. The funeral took place Thursday at 2 p. m. Prof. T. Williams Jackson and Miss Anna B. Jones were united in matrimony September 12 at Providence. [870, 306, 1092, 397]
notice-body [333, 403, 593, 467]
paragraph: At Ebenezer Baptist church Rev. J. L. Davis preached at the morning and afternoon services. Bishop Pettit, D. D., of Charlotte, N. C., preached at the evening services. The choir rendered a beautiful program. [333, 1155, 593, 1186]
ad-agent-address: 67 West 134th Street. [1118, 857, 1594, 902]
hackensack-body [870, 1088, 1092, 1347]
paragraph: The successful bazaar has closed at Congress mission. Mrs. King Mason was president. The following individual tables: Mrs. Mason and Mrs. Holmes, grand table; Mrs. S. T. Rapson and Mrs. Butler, United States table; Mrs. S. Stewart, flower table; Mrs. Vanzandt and Mrs. Mott, grand table; Miss Nannie Dawson, ice cream table; and Miss Lulu Bell and Mr. Evans, postoffice; $100 was cleared. Miss Nannie Dawson received a cake. Miss S. Shank for receiving the most of votes for the most popular lady of the mission. She is a faithful worker in church. The Baptist mission will give the chorister, Mr. H. A. Virginia, and his wife, a reception at the church. The choir will also appear on a large program this summer. The choir was very much devoted to him. [1364, 1243, 1612, 1354]
paragraph: On last Monday evening a reception was tendered Mrs. W. H. Crane, wife of the Collector of the Port of Charleston, at the residence of Miss Elizabeth Carter, on Park street. A dainty collation was served. [870, 889, 1092, 930]
article-headline: P. A. COLLINS AFRO-AMERICANS' FRIEND [74, 55, 274, 65]
column-1 [25, 51, 325, 2263]
paragraph: BOSTON, Mass., September 18.—Last Monday all citizens joined in a common grief at the funeral of Mayor Patrick A. Collins, an Irishman of the stamp of John Boyle O'Reilly and of those Irishmen who thirty or more years ago helped to allay the intense prejudice which existed between the Irish and Afro-Americans. It was in the office of Robert Morris, the Afro-American lawyer, that as a boy Mayor Collins commenced his career, and his debt of gratitude was never forgotten. [25, 100, 324, 161]
paragraph: FLUSHING, September 18.—Rev. and Mrs. Martin L. Harvey of Greensboro, N. C., spent a few days in the city, the guests of Mrs. J. C. Brown. Rev. Harvey will be remembered as the former pastor of the Bethel church here. [333, 1292, 593, 1334]
paragraph: RED BANK, N. J., September 18.—The season here has been remarkable for having many cold days. In many quarters frost has been seen and already many are preparing a long and tedious winter. Yet, rarely a summer has not broken in upon this city which will give us an agreeable change. We wish to announce in brief to our patrons that we shall endeavor to furnish the news and doings of our citizens each week, that you can give us valuable assistance by sending any news items worthy of publication. Furthermore, by calling the attention of your friends to the letter as published weekly by THE AGE. Copies are on sale at Gwinn's pharmacy. [870, 67, 1092, 179]
paragraph: Mr. Olive church, of which Rev. J. Henry Dockery is pastor, which has been closed during the hot months, renovating and repairing both within and out, was opened with special services Sunday, a full report of which will appear in our next issue. [25, 569, 324, 600]
paragraph: Mr. William Spurgeon, the secretary of the National Baptist Fund, left Saratoga Monday morning for several points in the South. After visiting several places, Mr. Spurgeon will visit in New York city and will spend part of the winter in Washington, D. C. [1364, 1576, 1612, 1617]
paragraph: Mrs. John Stevenson of 36 Sidney street, who has been away to her home in Nova Scotia, is expected to return any time this week. She has been visiting her relatives and friends for about seven weeks. [333, 156, 593, 187]
page-top-edge [0, 0, 1624, 41]
paragraph: On September 12 Marion S., daughter of Mr. and Mrs. R. N. Jefferson, was married to Thomas Ford at the age of 26. Her funeral was held on Sept. 18 at 2 p. m. from her late residence, 144 Lodge street. Rev. Harrison of Hood street Free Baptist church. The floral tributes were handsome and numerous. [333, 757, 593, 808]
article-headline: SARATOGA NOTES. [1441, 1076, 1535, 1086]
louisville-headline: Mrs. Bishop Clinton at Louisville. [1410, 1925, 1566, 1936]
paragraph: The Jenkins Orphanage boys of Charleston, S. C., gave a band concert in front of the home on Wednesday. A liberal offering was presented to them. Their playing won much praise. The event was a success. Mrs. Drucilla Stewart and Miss F. Alexander closed the Fresh Air Home on Wednesday and left next day for New York city. Rev. J. D. Jackson has taken hold of the church work here with a vim which savors of success. A flourishing Sabbath school and literary society have been organized. A fine dollar rally will be held in the A. M. E. church, on Sunday, September 24. Rev. Dr. Albert Long of Huntington and his congregation will be with us. Prof. E. C. Dent of Jacksonville, Fla., who is the traveling agent for Edward Waters College, will lecture before the Westbury Literary society at the A. M. E. church on Wednesday evening, September 27. [1100, 1307, 1355, 1428]
paragraph: Misses Emily and Florence Charlton of Brooklyn, and Miss Hattie Woodley of Elizabeth, N. J., are visiting the former's aunt, Mrs. W. M. Jackson. [1100, 1866, 1355, 1897]
paragraph: Mr. Charles Alexander, who has for sometime been the acceptable representative of THE AGE in Boston, has relinquished the work because of the requirements of his own business. [333, 403, 593, 433]
paragraph: On Thursday evening the Winter street A. M. E. Zion church was filled at the concert given by the Imperial Mandolin and Guitar club. [333, 1257, 593, 1277]
poughkeepsie-body [1100, 1465, 1355, 1951]
column-2 [333, 51, 594, 2263]
concert-body [601, 1287, 862, 1368]
flushing-body [333, 1293, 593, 1388]
paragraph: Mr. and Mrs. W. E. Perry gave a delightful reception on Wednesday evening in honor of Miss Flora Morson, who was visiting at Saratoga. Supper was served at 7:30 after which the evening was spent in games and music. The following were present: Mrs. McGill of Mrs. McGill, Mrs. Nevin, Mr. and Mrs. John H. Brooks of New York, Mr. and Mrs. Hargrove of New York, Mr. and Mrs. W. Pettis, Mrs. Hattie Sealey, Mrs. C. Mahone of Philadelphia, Mrs. J. Washington of Philadelphia, Mr. and Mrs. Lewis of New York, Miss Lottie Williams of New York, Mrs. M. A. Bradley, Mr. H. Henry Green, Mr. E. G. Harrison and Rev. James of New York, and Miss E. Fields of Philadelphia. [1364, 1472, 1612, 1574]
article-body [1100, 1101, 1355, 1428]
divider [1109, 1433, 1346, 1434]
ad-listing [1100, 402, 1612, 486]
